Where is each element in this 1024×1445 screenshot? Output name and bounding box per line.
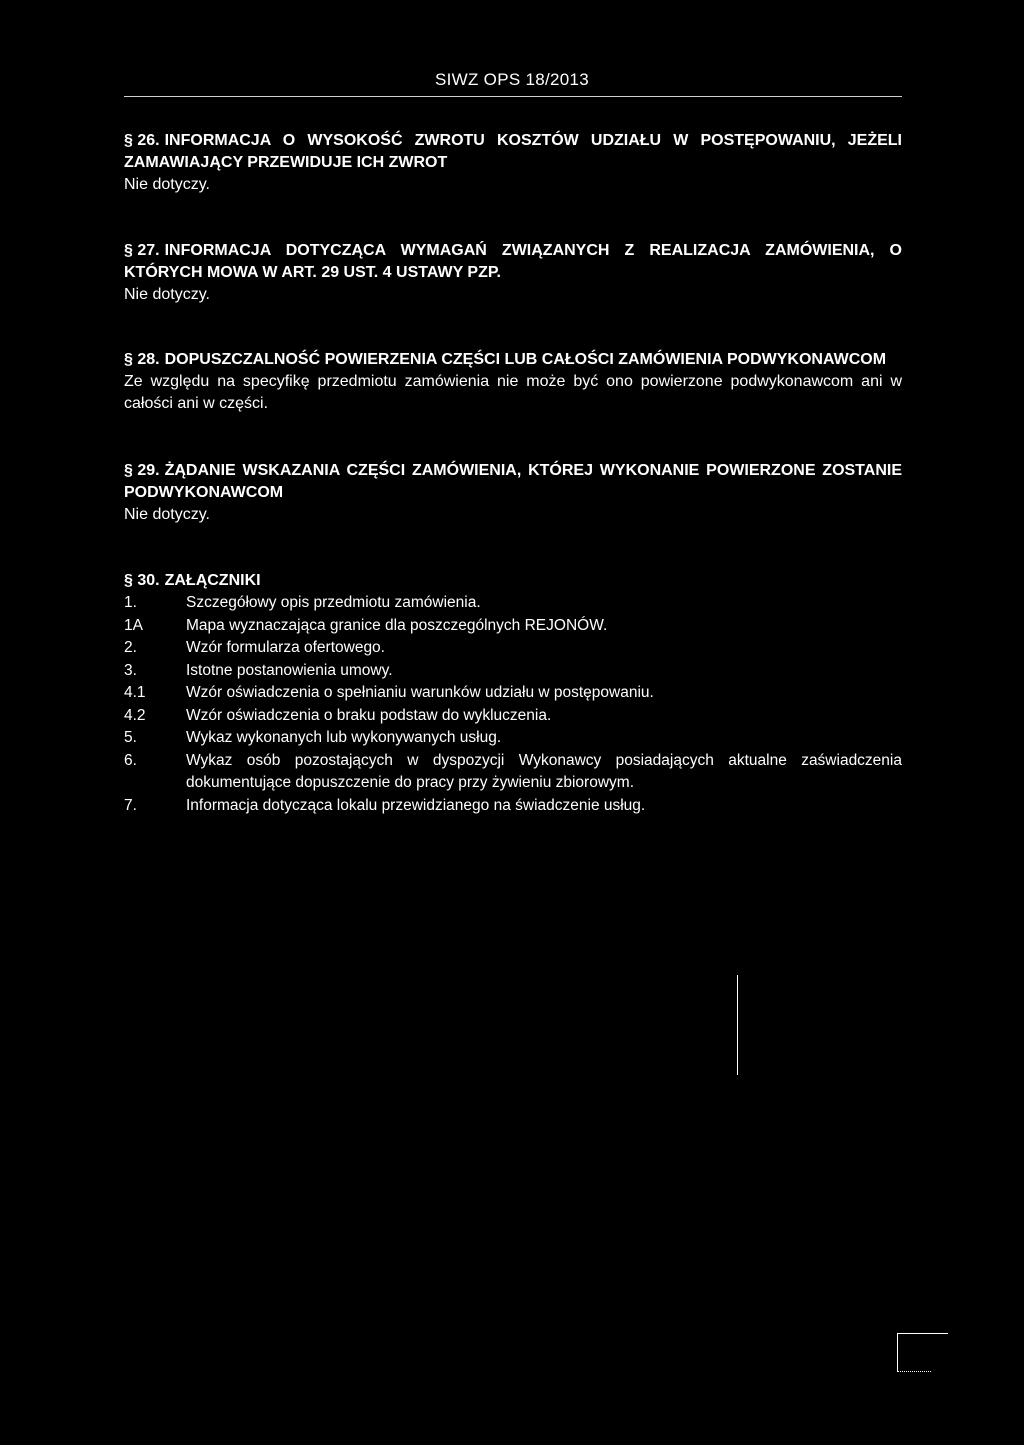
item-text: Wykaz wykonanych lub wykonywanych usług. bbox=[186, 729, 502, 746]
section-body: Nie dotyczy. bbox=[124, 286, 210, 303]
section-title: DOPUSZCZALNOŚĆ POWIERZENIA CZĘŚCI LUB CAŁOŚCI ZAMÓWIENIA PODWYKONAWCOM bbox=[164, 351, 887, 368]
section-title: INFORMACJA O WYSOKOŚĆ ZWROTU KOSZTÓW UDZIAŁU W POSTĘPOWANIU, JEŻELI ZAMAWIAJĄCY PRZEWIDUJE ICH ZWROT bbox=[124, 132, 902, 171]
item-number: 4.1 bbox=[124, 684, 146, 701]
item-text: Wzór formularza ofertowego. bbox=[186, 639, 385, 656]
section-29 bbox=[124, 460, 902, 526]
item-number: 1. bbox=[124, 594, 137, 611]
section-body: Nie dotyczy. bbox=[124, 506, 210, 523]
section-body: Ze względu na specyfikę przedmiotu zamówienia nie może być ono powierzone podwykonawcom ani w całości ani w części. bbox=[124, 373, 902, 412]
section-26 bbox=[124, 130, 902, 196]
item-number: 3. bbox=[124, 661, 137, 679]
item-number: 6. bbox=[124, 751, 137, 769]
section-heading bbox=[124, 460, 902, 504]
section-heading bbox=[124, 240, 902, 284]
item-number: 5. bbox=[124, 729, 137, 746]
document-id: SIWZ OPS 18/2013 bbox=[434, 70, 590, 89]
section-27 bbox=[124, 240, 902, 306]
item-text: Szczegółowy opis przedmiotu zamówienia. bbox=[186, 594, 481, 611]
list-item bbox=[124, 705, 902, 728]
item-number: 2. bbox=[124, 639, 137, 656]
item-number: 7. bbox=[124, 796, 137, 814]
list-item bbox=[124, 795, 902, 818]
section-number: § 27. bbox=[124, 242, 160, 259]
section-number: § 30. bbox=[124, 572, 160, 589]
section-number: § 26. bbox=[124, 132, 160, 149]
section-title: INFORMACJA DOTYCZĄCA WYMAGAŃ ZWIĄZANYCH Z REALIZACJA ZAMÓWIENIA, O KTÓRYCH MOWA W ART. 29 UST. 4 USTAWY PZP. bbox=[124, 242, 902, 281]
section-30 bbox=[124, 570, 902, 817]
list-item bbox=[124, 727, 902, 750]
scan-mark-line bbox=[737, 975, 738, 1075]
item-text: Mapa wyznaczająca granice dla poszczególnych REJONÓW. bbox=[186, 616, 608, 634]
list-item bbox=[124, 637, 902, 660]
section-title: ŻĄDANIE WSKAZANIA CZĘŚCI ZAMÓWIENIA, KTÓREJ WYKONANIE POWIERZONE ZOSTANIE PODWYKONAWCOM bbox=[124, 462, 902, 501]
section-number: § 29. bbox=[124, 462, 160, 479]
section-title: ZAŁĄCZNIKI bbox=[164, 572, 261, 589]
item-text: Wykaz osób pozostających w dyspozycji Wykonawcy posiadających aktualne zaświadczenia dokumentujące dopuszczenie do pracy przy żywieniu zbiorowym. bbox=[186, 751, 902, 791]
item-text: Informacja dotycząca lokalu przewidzianego na świadczenie usług. bbox=[186, 796, 646, 814]
item-number: 1A bbox=[124, 616, 143, 634]
list-item bbox=[124, 615, 902, 638]
list-item bbox=[124, 750, 902, 795]
section-heading bbox=[124, 130, 902, 174]
corner-scan-mark bbox=[897, 1333, 948, 1372]
list-item bbox=[124, 660, 902, 683]
section-body: Nie dotyczy. bbox=[124, 176, 210, 193]
list-item bbox=[124, 592, 902, 615]
corner-scan-mark-bottom bbox=[897, 1371, 931, 1372]
section-number: § 28. bbox=[124, 351, 160, 368]
section-28 bbox=[124, 349, 902, 415]
section-heading bbox=[124, 570, 902, 592]
item-text: Istotne postanowienia umowy. bbox=[186, 661, 393, 679]
list-item bbox=[124, 682, 902, 705]
item-number: 4.2 bbox=[124, 706, 146, 724]
attachments-list bbox=[124, 592, 902, 817]
item-text: Wzór oświadczenia o braku podstaw do wykluczenia. bbox=[186, 706, 552, 724]
item-text: Wzór oświadczenia o spełnianiu warunków udziału w postępowaniu. bbox=[186, 684, 654, 701]
section-heading bbox=[124, 349, 902, 371]
header-divider bbox=[124, 96, 902, 97]
